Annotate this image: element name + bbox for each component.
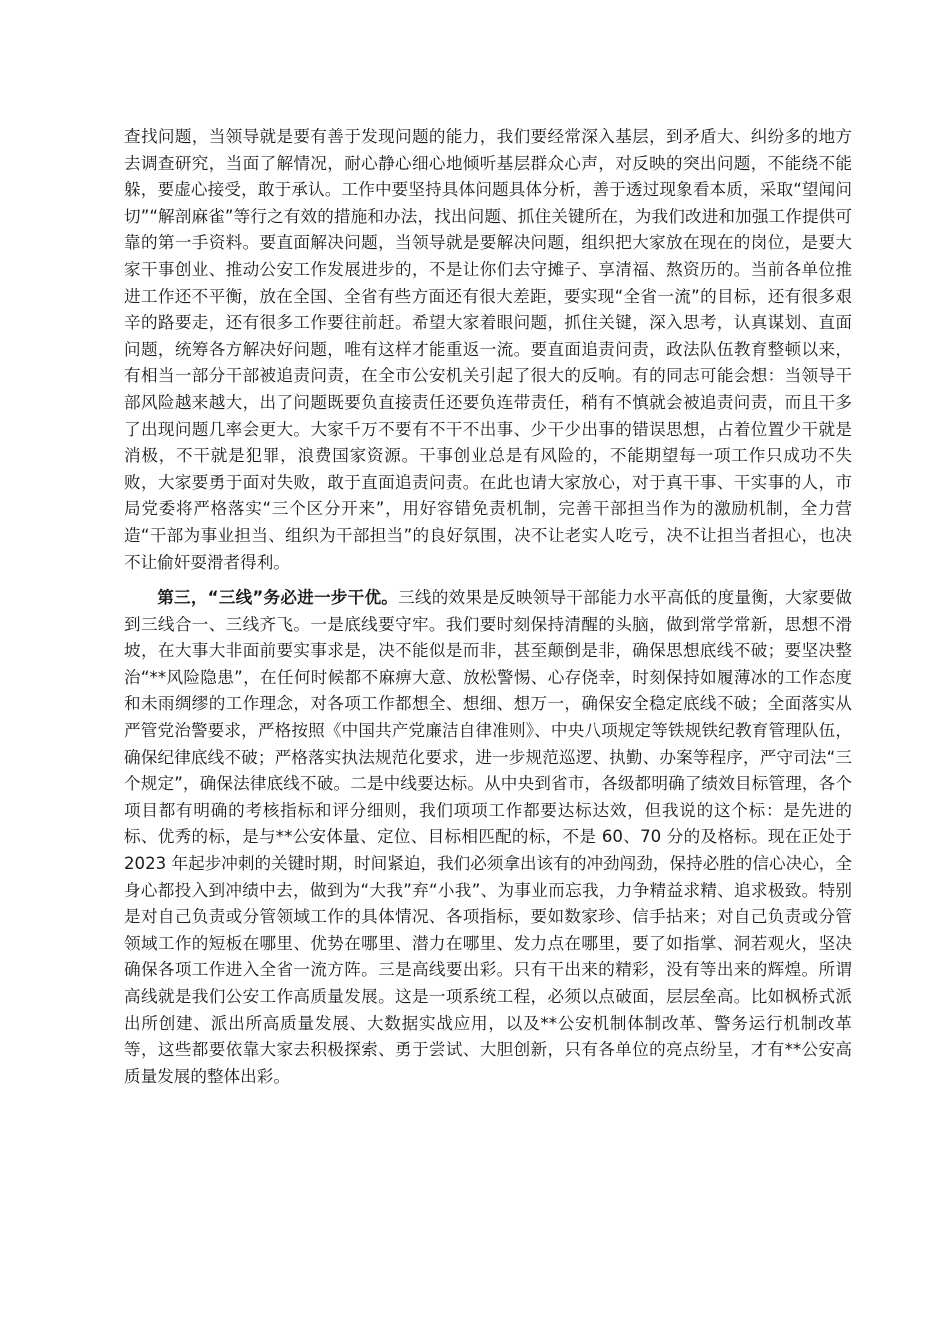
- paragraph-2-lead: 第三，“三线”务必进一步干优。: [157, 588, 399, 608]
- paragraph-2-body: 三线的效果是反映领导干部能力水平高低的度量衡，大家要做到三线合一、三线齐飞。一是底线要守牢。我们要时刻保持清醒的头脑，做到常学常新，思想不滑坡，在大事大非面前要实事求是，决不能似是而非，甚至颠倒是非，确保思想底线不破；要坚决整治“**风险隐患”，在任何时候都不麻痹大意、放松警惕、心存侥幸，时刻保持如履薄冰的工作态度和未雨绸缪的工作理念，对各项工作都想全、想细、想万一，确保安全稳定底线不破；全面落实从严管党治警要求，严格按照《中国共产党廉洁自律准则》、中央八项规定等铁规铁纪教育管理队伍，确保纪律底线不破；严格落实执法规范化要求，进一步规范巡逻、执勤、办案等程序，严守司法“三个规定”，确保法律底线不破。二是中线要达标。从中央到省市，各级都明确了绩效目标管理，各个项目都有明确的考核指标和评分细则，我们项项工作都要达标达效，但我说的这个标：是先进的标、优秀的标，是与**公安体量、定位、目标相匹配的标，不是 60、70 分的及格标。现在正处于 2023 年起步冲刺的关键时期，时间紧迫，我们必须拿出该有的冲劲闯劲，保持必胜的信心决心，全身心都投入到冲绩中去，做到为“大我”弃“小我”、为事业而忘我，力争精益求精、追求极致。特别是对自己负责或分管领域工作的具体情况、各项指标，要如数家珍、信手拈来；对自己负责或分管领域工作的短板在哪里、优势在哪里、潜力在哪里、发力点在哪里，要了如指掌、洞若观火，坚决确保各项工作进入全省一流方阵。三是高线要出彩。只有干出来的精彩，没有等出来的辉煌。所谓高线就是我们公安工作高质量发展。这是一项系统工程，必须以点破面，层层垒高。比如枫桥式派出所创建、派出所高质量发展、大数据实战应用，以及**公安机制体制改革、警务运行机制改革等，这些都要依靠大家去积极探索、勇于尝试、大胆创新，只有各单位的亮点纷呈，才有**公安高质量发展的整体出彩。: [124, 588, 853, 1086]
- document-page: [124, 124, 852, 1090]
- paragraph-1: 查找问题，当领导就是要有善于发现问题的能力，我们要经常深入基层，到矛盾大、纠纷多的地方去调查研究，当面了解情况，耐心静心细心地倾听基层群众心声，对反映的突出问题，不能绕不能躲，要虚心接受，敢于承认。工作中要坚持具体问题具体分析，善于透过现象看本质，采取“望闻问切”“解剖麻雀”等行之有效的措施和办法，找出问题、抓住关键所在，为我们改进和加强工作提供可靠的第一手资料。要直面解决问题，当领导就是要解决问题，组织把大家放在现在的岗位，是要大家干事创业、推动公安工作发展进步的，不是让你们去守摊子、享清福、熬资历的。当前各单位推进工作还不平衡，放在全国、全省有些方面还有很大差距，要实现“全省一流”的目标，还有很多艰辛的路要走，还有很多工作要往前赶。希望大家着眼问题，抓住关键，深入思考，认真谋划、直面问题，统筹各方解决好问题，唯有这样才能重返一流。要直面追责问责，政法队伍教育整顿以来，有相当一部分干部被追责问责，在全市公安机关引起了很大的反响。有的同志可能会想：当领导干部风险越来越大，出了问题既要负直接责任还要负连带责任，稍有不慎就会被追责问责，而且干多了出现问题几率会更大。大家千万不要有不干不出事、少干少出事的错误思想，占着位置少干就是消极，不干就是犯罪，浪费国家资源。干事创业总是有风险的，不能期望每一项工作只成功不失败，大家要勇于面对失败，敢于直面追责问责。在此也请大家放心，对于真干事、干实事的人，市局党委将严格落实“三个区分开来”，用好容错免责机制，完善干部担当作为的激励机制，全力营造“干部为事业担当、组织为干部担当”的良好氛围，决不让老实人吃亏，决不让担当者担心，也决不让偷奸耍滑者得利。: [124, 127, 852, 572]
- paragraph-2: [124, 585, 852, 1090]
